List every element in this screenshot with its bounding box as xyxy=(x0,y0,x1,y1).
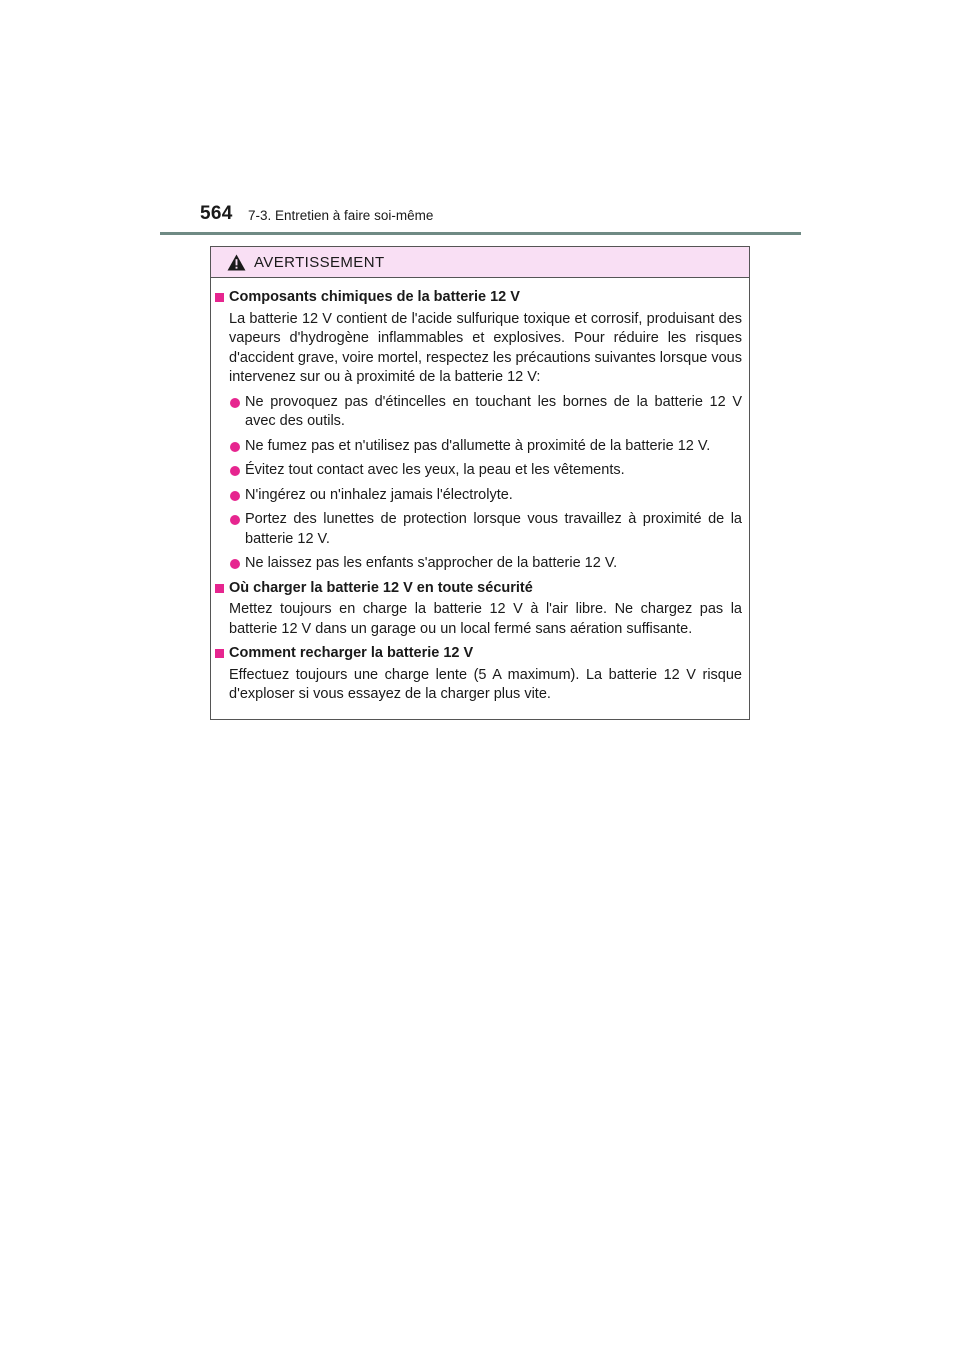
section-heading-text: Comment recharger la batterie 12 V xyxy=(229,645,474,661)
warning-triangle-icon xyxy=(227,254,246,271)
list-item xyxy=(215,437,742,457)
list-item-text: Évitez tout contact avec les yeux, la peau et les vêtements. xyxy=(245,462,625,478)
list-item-text: Ne laissez pas les enfants s'approcher de la batterie 12 V. xyxy=(245,555,618,571)
square-bullet-icon xyxy=(215,649,224,658)
circle-bullet-icon xyxy=(230,491,240,501)
circle-bullet-icon xyxy=(230,398,240,408)
list-item xyxy=(215,461,742,481)
header-divider xyxy=(160,232,801,235)
circle-bullet-icon xyxy=(230,466,240,476)
section-heading xyxy=(215,644,742,664)
list-item xyxy=(215,510,742,549)
section-title: 7-3. Entretien à faire soi-même xyxy=(248,208,434,223)
section-heading xyxy=(215,288,742,308)
list-item-text: Portez des lunettes de protection lorsque vous travaillez à proximité de la batterie 12 V. xyxy=(245,511,742,547)
section-paragraph: Mettez toujours en charge la batterie 12 V à l'air libre. Ne chargez pas la batterie 12 V dans un garage ou un local fermé sans aération suffisante. xyxy=(229,601,742,637)
list-item-text: Ne fumez pas et n'utilisez pas d'allumette à proximité de la batterie 12 V. xyxy=(245,437,711,454)
list-item xyxy=(215,393,742,432)
section-battery-chemicals xyxy=(215,288,742,574)
circle-bullet-icon xyxy=(230,515,240,525)
section-heading-text: Où charger la batterie 12 V en toute sécurité xyxy=(229,579,533,596)
warning-content xyxy=(211,278,749,705)
section-paragraph: La batterie 12 V contient de l'acide sulfurique toxique et corrosif, produisant des vapeurs d'hydrogène inflammables et explosives. Pour réduire les risques d'accident grave, voire mortel, respectez les précautions suivantes lorsque vous intervenez sur ou à proximité de la batterie 12 V: xyxy=(229,310,742,385)
section-heading-text: Composants chimiques de la batterie 12 V xyxy=(229,289,520,305)
section-heading xyxy=(215,579,742,599)
circle-bullet-icon xyxy=(230,442,240,452)
page-header xyxy=(200,203,810,229)
list-item xyxy=(215,554,742,574)
square-bullet-icon xyxy=(215,293,224,302)
square-bullet-icon xyxy=(215,584,224,593)
section-paragraph: Effectuez toujours une charge lente (5 A maximum). La batterie 12 V risque d'exploser si vous essayez de la charger plus vite. xyxy=(229,666,742,702)
warning-header xyxy=(211,247,749,278)
section-where-to-charge xyxy=(215,579,742,640)
section-how-to-charge xyxy=(215,644,742,705)
list-item xyxy=(215,486,742,506)
page-number: 564 xyxy=(200,203,233,224)
warning-title: AVERTISSEMENT xyxy=(254,254,385,271)
warning-box xyxy=(210,246,750,720)
circle-bullet-icon xyxy=(230,559,240,569)
list-item-text: N'ingérez ou n'inhalez jamais l'électrolyte. xyxy=(245,486,513,503)
list-item-text: Ne provoquez pas d'étincelles en touchant les bornes de la batterie 12 V avec des outils. xyxy=(245,393,742,429)
